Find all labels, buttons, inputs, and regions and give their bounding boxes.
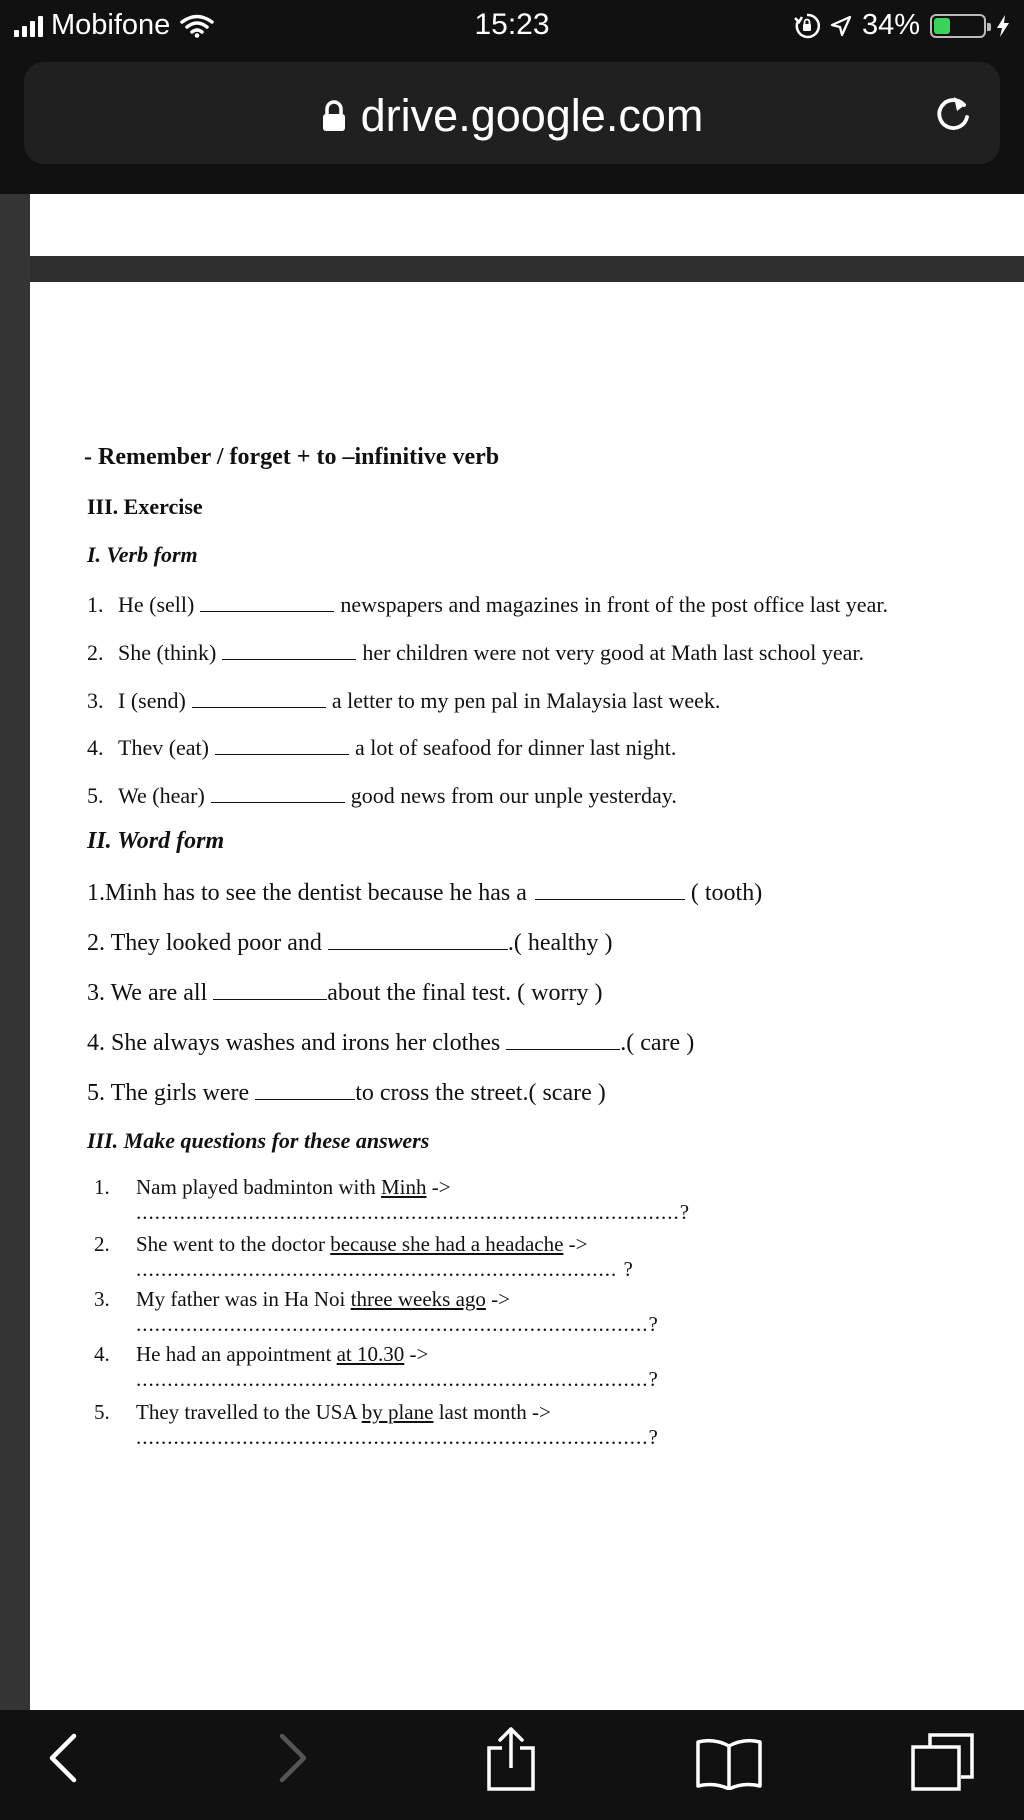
back-icon[interactable]: [44, 1730, 84, 1786]
page-separator: [30, 256, 1024, 282]
browser-chrome: [0, 54, 1024, 194]
status-bar: [0, 0, 1024, 54]
answer-dots: .......................................................................................?: [136, 1200, 691, 1224]
verb-item: 4. Thev (eat) a lot of seafood for dinner last night.: [87, 735, 677, 760]
carrier-name: Mobifone: [51, 9, 171, 41]
question-item: 5. They travelled to the USA by plane last month ->: [94, 1400, 551, 1424]
url-text[interactable]: drive.google.com: [360, 90, 704, 141]
url-bar[interactable]: [24, 62, 1000, 164]
document-page: [30, 282, 1024, 1710]
verb-item: 3. I (send) a letter to my pen pal in Malaysia last week.: [87, 688, 721, 713]
exercise-heading: III. Exercise: [87, 494, 203, 519]
answer-dots: ............................................................................. ?: [136, 1257, 634, 1281]
verb-form-heading: I. Verb form: [87, 542, 198, 567]
word-item: 4. She always washes and irons her clothes .( care ): [87, 1030, 695, 1056]
question-item: 2. She went to the doctor because she had a headache ->: [94, 1232, 588, 1256]
previous-page-bottom: [30, 194, 1024, 256]
orientation-lock-icon: [794, 13, 820, 39]
document-viewer[interactable]: [0, 194, 1024, 1710]
rule-line: - Remember / forget + to –infinitive verb: [84, 444, 500, 470]
browser-toolbar: [0, 1710, 1024, 1820]
location-icon: [830, 15, 852, 37]
verb-item: 5. We (hear) good news from our unple yesterday.: [87, 783, 677, 808]
charging-icon: [996, 14, 1010, 38]
battery-icon: [930, 14, 986, 38]
question-item: 4. He had an appointment at 10.30 ->: [94, 1342, 429, 1366]
status-right: [794, 9, 1010, 42]
reload-icon[interactable]: [934, 92, 974, 134]
verb-item: 1. He (sell) newspapers and magazines in front of the post office last year.: [87, 592, 888, 617]
clock: 15:23: [474, 8, 550, 41]
questions-heading: III. Make questions for these answers: [87, 1128, 430, 1153]
word-item: 5. The girls were to cross the street.( scare ): [87, 1080, 606, 1106]
answer-dots: ..................................................................................?: [136, 1425, 659, 1449]
verb-item: 2. She (think) her children were not very good at Math last school year.: [87, 640, 864, 665]
word-item: 3. We are all about the final test. ( worry ): [87, 980, 603, 1006]
lock-icon: [321, 100, 347, 132]
bookmarks-icon[interactable]: [694, 1736, 764, 1790]
answer-dots: ..................................................................................?: [136, 1367, 659, 1391]
word-item: 1.Minh has to see the dentist because he has a ( tooth): [87, 880, 763, 906]
forward-icon[interactable]: [272, 1730, 312, 1786]
question-item: 3. My father was in Ha Noi three weeks ago ->: [94, 1287, 510, 1311]
question-item: 1. Nam played badminton with Minh ->: [94, 1175, 451, 1199]
answer-dots: ..................................................................................?: [136, 1312, 659, 1336]
share-icon[interactable]: [484, 1726, 538, 1792]
tabs-icon[interactable]: [910, 1732, 976, 1792]
battery-percent: 34%: [861, 9, 920, 41]
word-form-heading: II. Word form: [87, 828, 225, 854]
word-item: 2. They looked poor and .( healthy ): [87, 930, 613, 956]
